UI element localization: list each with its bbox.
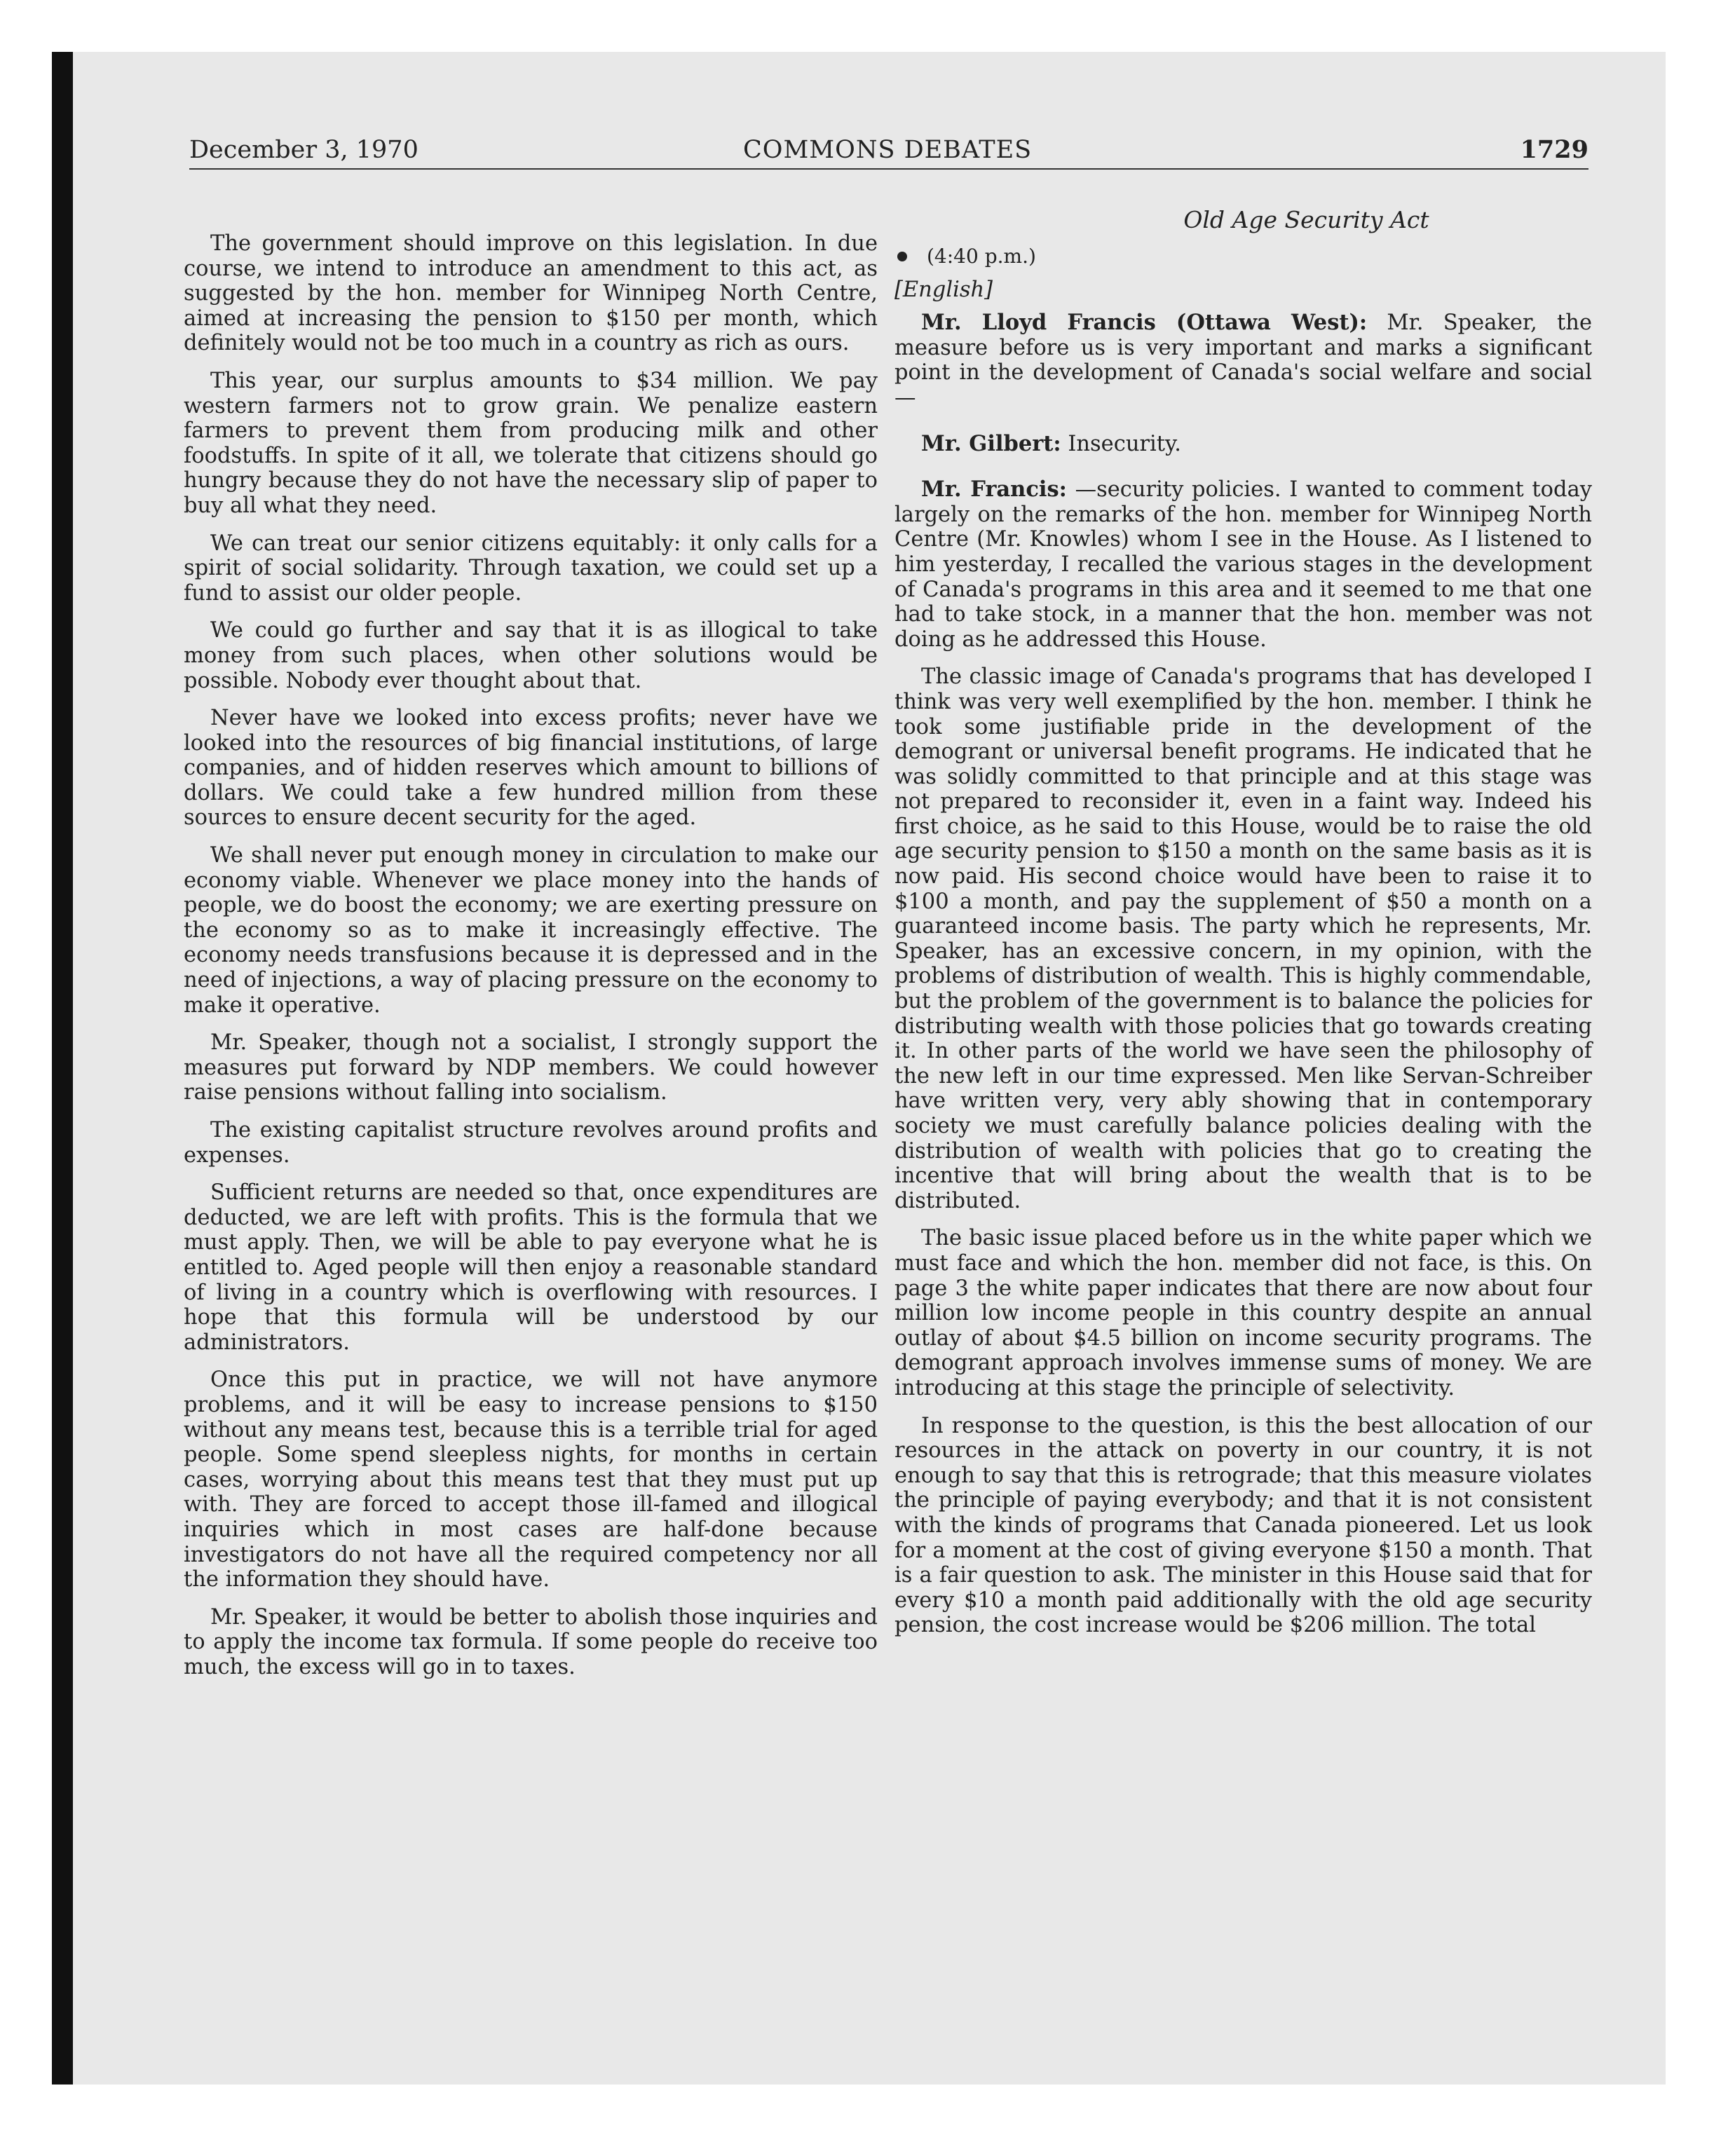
speech — [894, 477, 1592, 652]
language-note: [English] — [894, 277, 993, 302]
scan-edge-shadow — [52, 52, 73, 2085]
right-column — [894, 203, 1592, 1651]
paragraph: We could go further and say that it is as illogical to take money from such places, when other solutions would be possible. Nobody ever thought about that. — [184, 618, 878, 693]
paragraph: We can treat our senior citizens equitably: it only calls for a spirit of social solidarity. Through taxation, we could set up a fund to assist our older people. — [184, 531, 878, 606]
paragraph: Sufficient returns are needed so that, once expenditures are deducted, we are left with profits. This is the formula that we must apply. Then, we will be able to pay everyone what he is entitled to. Aged people will then enjoy a reasonable standard of living in a country which is overflowing with resources. I hope that this formula will be understood by our administrators. — [184, 1180, 878, 1355]
bullet-icon — [897, 252, 907, 261]
speech-text: Insecurity. — [1068, 431, 1181, 456]
paragraph: Mr. Speaker, it would be better to abolish those inquiries and to apply the income tax formula. If some people do receive too much, the excess will go in to taxes. — [184, 1604, 878, 1679]
speech-text: Mr. Speaker, the measure before us is very important and marks a significant point in the development of Canada's social welfare and social— — [894, 311, 1592, 410]
header-date: December 3, 1970 — [189, 136, 419, 164]
speech — [894, 311, 1592, 410]
header-page-number: 1729 — [1520, 135, 1588, 164]
paragraph: Never have we looked into excess profits; never have we looked into the resources of big financial institutions, of large companies, and of hidden reserves which amount to billions of dollars. We could take a few hundred million from these sources to ensure decent security for the aged. — [184, 706, 878, 831]
timestamp-text: (4:40 p.m.) — [927, 245, 1036, 268]
speech-text: —security policies. I wanted to comment today largely on the remarks of the hon. member for Winnipeg North Centre (Mr. Knowles) whom I see in the House. As I listened to him yesterday, I recalled the various stages in the development of Canada's programs in this area and it seemed to me that one had to take stock, in a manner that the hon. member was not doing as he addressed this House. — [894, 477, 1592, 652]
paragraph: The classic image of Canada's programs that has developed I think was very well exemplified by the hon. member. I think he took some justifiable pride in the development of the demogrant or universal benefit programs. He indicated that he was solidly committed to that principle and at this stage was not prepared to reconsider it, even in a faint way. Indeed his first choice, as he said to this House, would be to raise the old age security pension to $150 a month on the same basis as it is now paid. His second choice would have been to raise it to $100 a month, and pay the supplement of $50 a month on a guaranteed income basis. The party which he represents, Mr. Speaker, has an excessive concern, in my opinion, with the problems of distribution of wealth. This is highly commendable, but the problem of the government is to balance the policies for distributing wealth with those policies that go towards creating it. In other parts of the world we have seen the philosophy of the new left in our time expressed. Men like Servan-Schreiber have written very, very ably showing that in contemporary society we must carefully balance policies dealing with the distribution of wealth with policies that go to creating the incentive that will bring about the wealth that is to be distributed. — [894, 664, 1592, 1213]
paragraph: This year, our surplus amounts to $34 million. We pay western farmers not to grow grain. We penalize eastern farmers to prevent them from producing milk and other foodstuffs. In spite of it all, we tolerate that citizens should go hungry because they do not have the necessary slip of paper to buy all what they need. — [184, 368, 878, 518]
speaker-name: Mr. Lloyd Francis (Ottawa West): — [921, 310, 1368, 336]
timestamp — [894, 244, 1592, 269]
paragraph: The government should improve on this legislation. In due course, we intend to introduce an amendment to this act, as suggested by the hon. member for Winnipeg North Centre, aimed at increasing the pension to $150 per month, which definitely would not be too much in a country as rich as ours. — [184, 231, 878, 356]
header-publication: COMMONS DEBATES — [743, 136, 1033, 164]
paragraph: Mr. Speaker, though not a socialist, I strongly support the measures put forward by NDP members. We could however raise pensions without falling into socialism. — [184, 1030, 878, 1105]
speech — [894, 432, 1592, 457]
speaker-name: Mr. Gilbert: — [921, 430, 1061, 456]
paragraph: The existing capitalist structure revolves around profits and expenses. — [184, 1118, 878, 1168]
left-column — [184, 231, 878, 1692]
paragraph: The basic issue placed before us in the white paper which we must face and which the hon. member did not face, is this. On page 3 the white paper indicates that there are now about four million low income people in this country despite an annual outlay of about $4.5 billion on income security programs. The demogrant approach involves immense sums of money. We are introducing at this stage the principle of selectivity. — [894, 1226, 1592, 1400]
speaker-name: Mr. Francis: — [921, 477, 1067, 503]
paragraph: We shall never put enough money in circulation to make our economy viable. Whenever we place money into the hands of people, we do boost the economy; we are exerting pressure on the economy so as to make it increasingly effective. The economy needs transfusions because it is depressed and in the need of injections, a way of placing pressure on the economy to make it operative. — [184, 843, 878, 1018]
paragraph: Once this put in practice, we will not have anymore problems, and it will be easy to increase pensions to $150 without any means test, because this is a terrible trial for aged people. Some spend sleepless nights, for months in certain cases, worrying about this means test that they must put up with. They are forced to accept those ill-famed and illogical inquiries which in most cases are half-done because investigators do not have all the required competency nor all the information they should have. — [184, 1367, 878, 1592]
paragraph: In response to the question, is this the best allocation of our resources in the attack on poverty in our country, it is not enough to say that this is retrograde; that this measure violates the principle of paying everybody; and that it is not consistent with the kinds of programs that Canada pioneered. Let us look for a moment at the cost of giving everyone $150 a month. That is a fair question to ask. The minister in this House said that for every $10 a month paid additionally with the old age security pension, the cost increase would be $206 million. The total — [894, 1413, 1592, 1638]
page-header — [189, 135, 1588, 170]
section-title: Old Age Security Act — [1183, 206, 1429, 233]
